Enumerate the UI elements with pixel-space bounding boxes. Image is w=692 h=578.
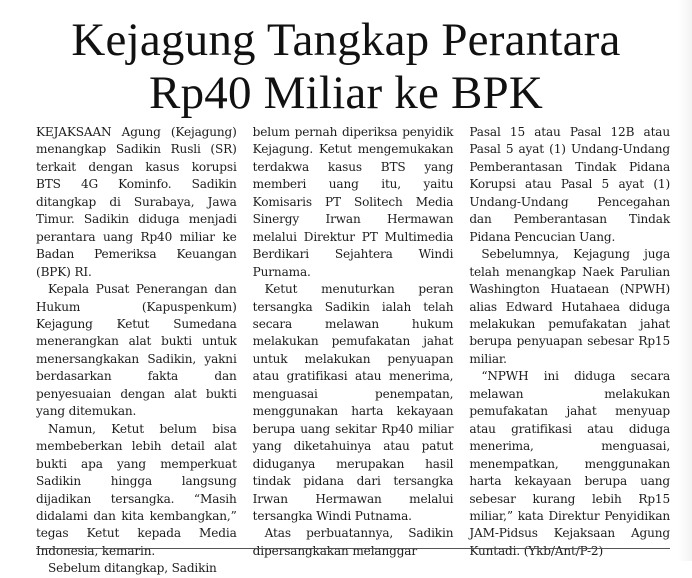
paragraph: Sebelumnya, Kejagung juga telah menangkap Naek Parulian Washington Huataean (NPWH) alias Edward Hutahaea diduga melakukan pemufakatan jahat berupa penyuapan sebesar Rp15 miliar.	[469, 247, 671, 366]
column-2	[252, 124, 454, 558]
paragraph: Ketut menuturkan peran tersangka Sadikin ialah telah secara melawan hukum melakukan pemufakatan jahat untuk melakukan penyuapan atau gratifikasi atau menerima, menguasai penempatan, menggunakan harta kekayaan berupa uang sekitar Rp40 miliar yang diketahuinya atau patut diduganya merupakan hasil tindak pidana dari tersangka Irwan Hermawan melalui tersangka Windi Putnama.	[252, 282, 454, 523]
column-1	[36, 124, 237, 576]
paragraph: belum pernah diperiksa penyidik Kejagung. Ketut mengemukakan terdakwa kasus BTS yang memberi uang itu, yaitu Komisaris PT Solitech Media Sinergy Irwan Hermawan melalui Direktur PT Multimedia Berdikari Sejahtera Windi Purnama.	[252, 125, 454, 279]
paragraph: KEJAKSAAN Agung (Kejagung) menangkap Sadikin Rusli (SR) terkait dengan kasus korupsi BTS 4G Kominfo. Sadikin ditangkap di Surabaya, Jawa Timur. Sadikin diduga menjadi perantara uang Rp40 miliar ke Badan Pemeriksa Keuangan (BPK) RI.	[36, 125, 237, 279]
headline-line-2: Rp40 Miliar ke BPK	[149, 67, 543, 119]
bottom-rule	[36, 548, 670, 549]
paragraph: Sebelum ditangkap, Sadikin	[48, 561, 217, 576]
paragraph: Pasal 15 atau Pasal 12B atau Pasal 5 ayat (1) Undang-Undang Pemberantasan Tindak Pidana Korupsi atau Pasal 5 ayat (1) Undang-Undang Pencegahan dan Pemberantasan Tindak Pidana Pencucian Uang.	[469, 125, 671, 244]
paragraph: “NPWH ini diduga secara melawan melakukan pemufakatan jahat menyuap atau gratifikasi atau diduga menerima, menguasai, menempatkan, menggunakan harta kekayaan berupa uang sebesar kurang lebih Rp15 miliar,” kata Direktur Penyidikan JAM-Pidsus Kejaksaan Agung Kuntadi. (Ykb/Ant/P-2)	[469, 369, 671, 558]
column-3	[469, 124, 671, 558]
paragraph: Kepala Pusat Penerangan dan Hukum (Kapuspenkum) Kejagung Ketut Sumedana menerangkan alat bukti untuk menersangkakan Sadikin, yakni berdasarkan fakta dan penyesuaian dengan alat bukti yang ditemukan.	[36, 282, 237, 419]
article-body	[36, 124, 671, 576]
page-edge	[678, 0, 692, 561]
headline	[0, 14, 692, 120]
paragraph: Atas perbuatannya, Sadikin dipersangkakan melanggar	[252, 526, 454, 558]
headline-line-1: Kejagung Tangkap Perantara	[71, 14, 621, 66]
paragraph: Namun, Ketut belum bisa membeberkan lebih detail alat bukti apa yang memperkuat Sadikin hingga langsung dijadikan tersangka. “Masih didalami dan kita kembangkan,” tegas Ketut kepada Media Indonesia, kemarin.	[36, 421, 237, 558]
